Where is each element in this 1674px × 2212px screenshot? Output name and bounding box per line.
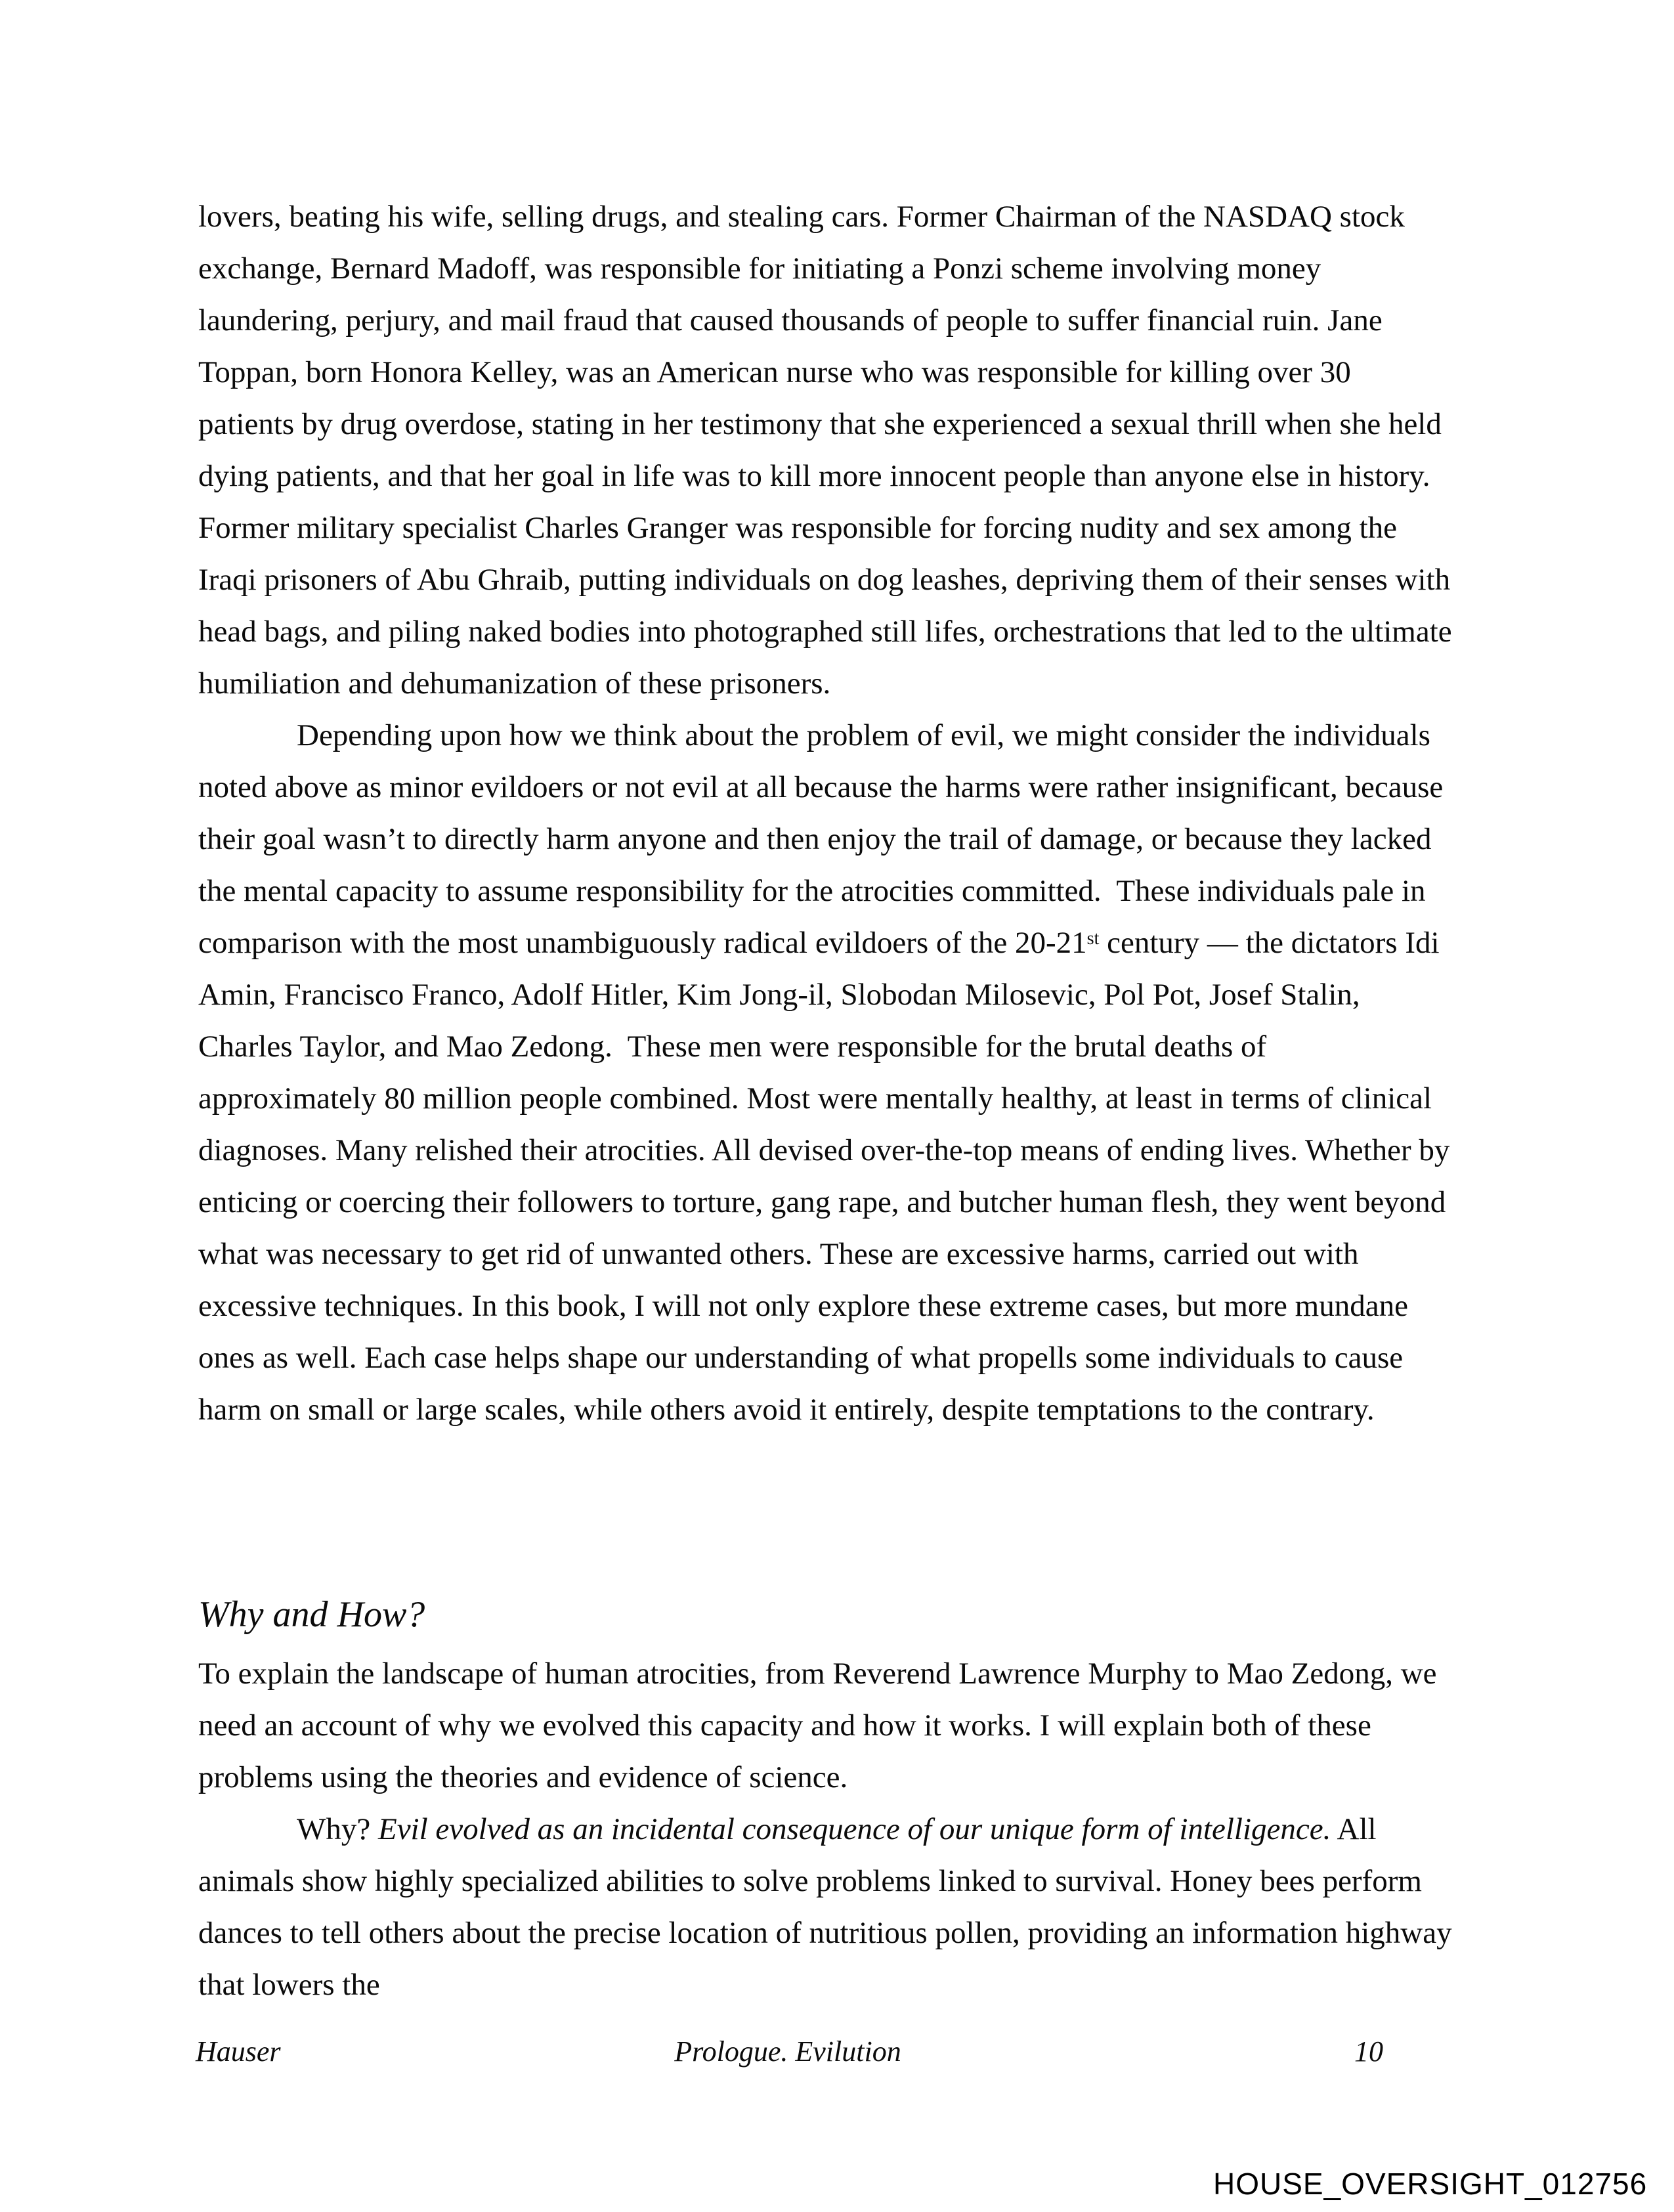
paragraph-2-text: Depending upon how we think about the problem of evil, we might consider the individuals noted above as minor evildoers or not evil at all because the harms were rather insignificant, because their goal wasn’t to directly harm anyone and then enjoy the trail of damage, or because they lacked the mental capacity to assume responsibility for the atrocities committed. These individuals pale in comparison with the most unambiguously radical evildoers of the 20-21	[198, 718, 1451, 960]
paragraph-4	[198, 1804, 1460, 2011]
paragraph-2	[198, 710, 1458, 1436]
paragraph-1: lovers, beating his wife, selling drugs, and stealing cars. Former Chairman of the NASDAQ stock exchange, Bernard Madoff, was responsible for initiating a Ponzi scheme involving money laundering, perjury, and mail fraud that caused thousands of people to suffer financial ruin. Jane Toppan, born Honora Kelley, was an American nurse who was responsible for killing over 30 patients by drug overdose, stating in her testimony that she experienced a sexual thrill when she held dying patients, and that her goal in life was to kill more innocent people than anyone else in history. Former military specialist Charles Granger was responsible for forcing nudity and sex among the Iraqi prisoners of Abu Ghraib, putting individuals on dog leashes, depriving them of their senses with head bags, and piling naked bodies into photographed still lifes, orchestrations that led to the ultimate humiliation and dehumanization of these prisoners.	[198, 200, 1460, 701]
footer-chapter-title: Prologue. Evilution	[674, 2035, 901, 2068]
superscript-st: st	[1086, 928, 1100, 949]
paragraph-4-text-continued: All animals show highly specialized abilities to solve problems linked to survival. Honey bees perform dances to tell others about the precise location of nutritious pollen, providing an information highway that lowers the	[198, 1812, 1460, 2002]
paragraph-4-italic-thesis: Evil evolved as an incidental consequence of our unique form of intelligence.	[377, 1812, 1331, 1846]
footer-page-number: 10	[1354, 2035, 1383, 2068]
paragraph-3: To explain the landscape of human atrocities, from Reverend Lawrence Murphy to Mao Zedong, we need an account of why we evolved this capacity and how it works. I will explain both of these problems using the theories and evidence of science.	[198, 1657, 1445, 1794]
page-body	[198, 191, 1460, 2011]
paragraph-2-text-continued: century — the dictators Idi Amin, Francisco Franco, Adolf Hitler, Kim Jong-il, Slobodan Milosevic, Pol Pot, Josef Stalin, Charles Taylor, and Mao Zedong. These men were responsible for the brutal deaths of approximately 80 million people combined. Most were mentally healthy, at least in terms of clinical diagnoses. Many relished their atrocities. All devised over-the-top means of ending lives. Whether by enticing or coercing their followers to torture, gang rape, and butcher human flesh, they went beyond what was necessary to get rid of unwanted others. These are excessive harms, carried out with excessive techniques. In this book, I will not only explore these extreme cases, but more mundane ones as well. Each case helps shape our understanding of what propells some individuals to cause harm on small or large scales, while others avoid it entirely, despite temptations to the contrary.	[198, 926, 1458, 1427]
section-heading: Why and How?	[198, 1594, 425, 1635]
bates-stamp: HOUSE_OVERSIGHT_012756	[1213, 2167, 1648, 2201]
footer-author: Hauser	[196, 2035, 281, 2068]
paragraph-4-lead: Why?	[297, 1812, 378, 1846]
